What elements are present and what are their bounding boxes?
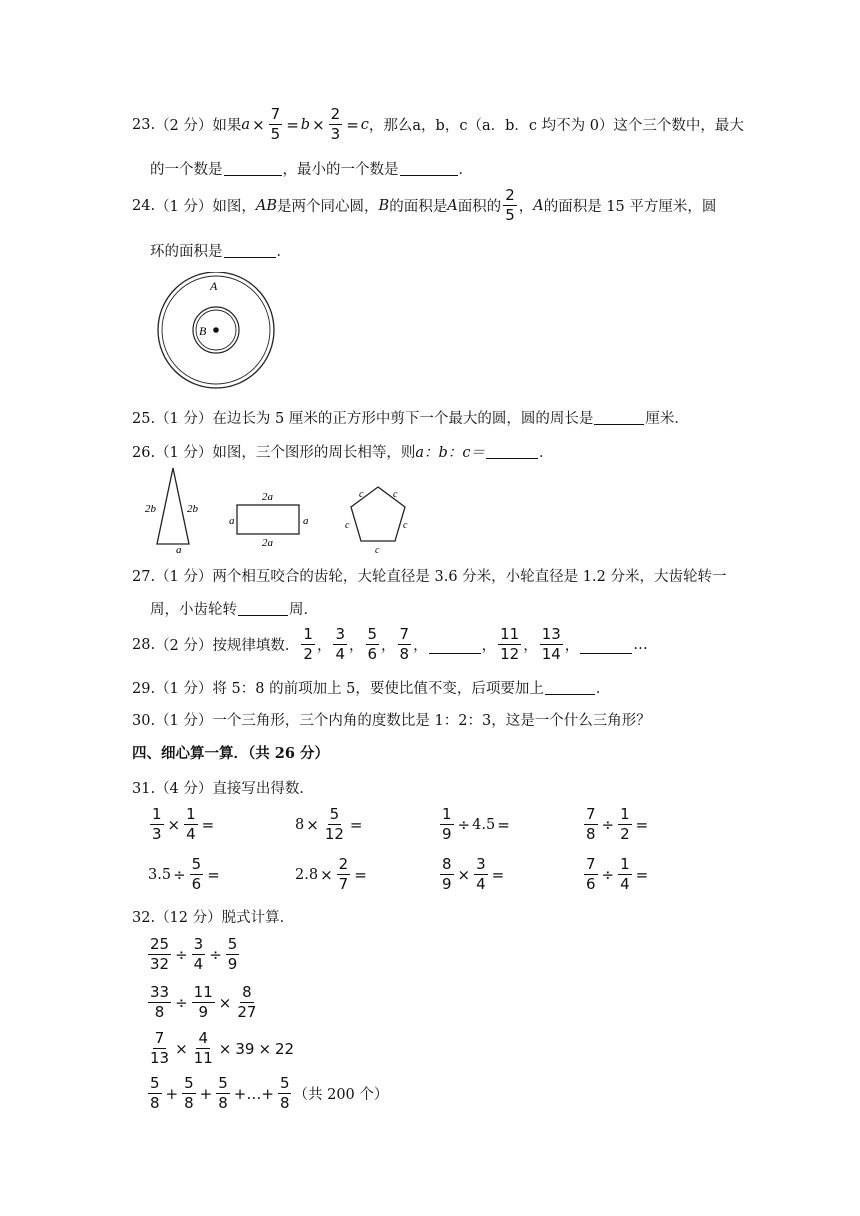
q32-score: （12 分） bbox=[155, 910, 222, 926]
q28-blank-1[interactable] bbox=[429, 652, 481, 654]
equals-sign: = bbox=[349, 815, 363, 834]
q23-score: （2 分） bbox=[155, 118, 213, 134]
equals-sign: = bbox=[497, 815, 510, 834]
whole-number: 2.8 bbox=[295, 866, 319, 883]
q28-score: （2 分） bbox=[155, 638, 213, 654]
fraction: $\frac{5}{12}$ bbox=[324, 805, 344, 843]
fraction: $\frac{1}{9}$ bbox=[442, 805, 452, 843]
times-sign: × bbox=[320, 865, 333, 884]
q31-item-4 bbox=[582, 806, 650, 843]
q32-number: 32. bbox=[132, 910, 156, 926]
q31-number: 31. bbox=[132, 781, 156, 797]
q24-score: （1 分） bbox=[155, 199, 213, 215]
q28-line bbox=[132, 626, 648, 663]
equals-sign: = bbox=[201, 815, 215, 834]
pent-label-top-left: c bbox=[359, 489, 364, 500]
q30-text: 一个三角形，三个内角的度数比是 1：2：3，这是一个什么三角形？ bbox=[212, 713, 651, 729]
fraction: $\frac{5}{8}$ bbox=[184, 1074, 194, 1112]
whole-number: 4.5 bbox=[472, 816, 496, 833]
q24-text-3: 的面积是 bbox=[389, 199, 448, 215]
q28-comma: ， bbox=[381, 638, 396, 654]
q27-line2-text-b: 周． bbox=[289, 602, 318, 618]
fraction: $\frac{33}{8}$ bbox=[150, 983, 170, 1021]
q27-number: 27. bbox=[132, 569, 156, 585]
q32-expression-1 bbox=[146, 936, 241, 973]
times-sign: × bbox=[258, 1039, 272, 1058]
fraction: $\frac{5}{8}$ bbox=[218, 1074, 228, 1112]
pent-label-left: c bbox=[345, 520, 350, 531]
q29-text: 将 5：8 的前项加上 5，要使比值不变，后项要加上 bbox=[212, 681, 544, 697]
section-4-heading: 四、细心算一算．（共 26 分） bbox=[132, 745, 330, 762]
q27-text: 两个相互咬合的齿轮，大轮直径是 3.6 分米，小轮直径是 1.2 分米，大齿轮转一 bbox=[212, 569, 727, 585]
q31-item-7 bbox=[438, 856, 506, 893]
q29-end: ． bbox=[595, 681, 611, 697]
q24-var-a-2: A bbox=[533, 197, 544, 214]
q23-var-a: a bbox=[241, 116, 251, 133]
ellipsis-plus: +…+ bbox=[233, 1084, 274, 1103]
q23-end: ． bbox=[458, 162, 473, 178]
q23-var-b: b bbox=[300, 116, 311, 133]
q23-blank-max[interactable] bbox=[224, 174, 282, 176]
fraction: $\frac{1}{3}$ bbox=[152, 805, 162, 843]
q30-line bbox=[132, 709, 651, 730]
circle-center-dot bbox=[213, 327, 219, 333]
q23-line2-text-a: 的一个数是 bbox=[150, 162, 223, 178]
times-sign: × bbox=[306, 815, 319, 834]
q23-var-c: c bbox=[360, 116, 369, 133]
q24-text-4: 面积的 bbox=[457, 199, 502, 215]
rect-label-top: 2a bbox=[262, 491, 273, 503]
divide-sign: ÷ bbox=[173, 865, 186, 884]
rect-label-left: a bbox=[229, 515, 235, 527]
times-sign: × bbox=[457, 865, 471, 884]
rect-label-bottom: 2a bbox=[262, 537, 273, 549]
q24-text-5: ， bbox=[518, 199, 534, 215]
q28-comma: ， bbox=[316, 638, 332, 654]
label-a: A bbox=[210, 279, 218, 293]
q31-item-5 bbox=[148, 856, 222, 893]
q23-number: 23. bbox=[132, 116, 156, 133]
fraction: $\frac{1}{2}$ bbox=[620, 805, 630, 843]
q23-fraction-1: $\frac{7}{5}$ bbox=[270, 105, 281, 143]
pent-label-right: c bbox=[403, 520, 408, 531]
q23-line1 bbox=[132, 106, 744, 143]
plus-sign: + bbox=[165, 1084, 179, 1103]
q27-blank[interactable] bbox=[238, 614, 288, 616]
q28-fraction-3: $\frac{5}{6}$ bbox=[367, 625, 378, 663]
q26-end: ． bbox=[538, 445, 554, 461]
divide-sign: ÷ bbox=[601, 815, 615, 834]
q31-score: （4 分） bbox=[155, 781, 213, 797]
q26-text: 如图，三个图形的周长相等，则 bbox=[212, 445, 416, 461]
q32-expression-2 bbox=[146, 984, 260, 1021]
q30-score: （1 分） bbox=[155, 713, 213, 729]
q29-number: 29. bbox=[132, 681, 156, 697]
fraction: $\frac{8}{9}$ bbox=[442, 855, 452, 893]
fraction: $\frac{7}{6}$ bbox=[586, 855, 596, 893]
q28-fraction-4: $\frac{7}{8}$ bbox=[399, 625, 410, 663]
q26-number: 26. bbox=[132, 445, 156, 461]
q31-text: 直接写出得数． bbox=[212, 781, 314, 797]
q24-var-a: A bbox=[447, 197, 458, 214]
q25-line bbox=[132, 407, 689, 428]
equals-sign: = bbox=[207, 865, 220, 884]
q26-line bbox=[132, 441, 553, 462]
divide-sign: ÷ bbox=[175, 945, 188, 964]
divide-sign: ÷ bbox=[457, 815, 471, 834]
q28-comma: ， bbox=[413, 638, 428, 654]
q30-number: 30. bbox=[132, 713, 156, 729]
fraction: $\frac{3}{4}$ bbox=[476, 855, 486, 893]
q23-line2 bbox=[150, 158, 473, 179]
fraction: $\frac{4}{11}$ bbox=[193, 1029, 213, 1067]
q24-text-2: 是两个同心圆， bbox=[277, 199, 379, 215]
q23-blank-min[interactable] bbox=[400, 174, 458, 176]
q28-ellipsis: … bbox=[633, 636, 648, 653]
q31-item-3 bbox=[438, 806, 512, 843]
q24-text-1: 如图， bbox=[212, 199, 256, 215]
tri-label-right: 2b bbox=[187, 503, 198, 515]
whole-number: 3.5 bbox=[148, 866, 172, 883]
q28-comma: ， bbox=[349, 638, 364, 654]
q28-blank-2[interactable] bbox=[580, 652, 632, 654]
q23-line2-text-b: ，最小的一个数是 bbox=[282, 162, 399, 178]
q25-score: （1 分） bbox=[155, 411, 213, 427]
q24-end: ． bbox=[276, 244, 291, 260]
q31-item-1 bbox=[148, 806, 216, 843]
q31-item-2 bbox=[295, 806, 364, 843]
isosceles-triangle bbox=[157, 468, 189, 544]
q27-line2 bbox=[150, 598, 318, 619]
fraction: $\frac{5}{8}$ bbox=[279, 1074, 290, 1112]
q32-count-note: （共 200 个） bbox=[293, 1087, 389, 1103]
equals-sign: = bbox=[491, 865, 505, 884]
q23-prefix: 如果 bbox=[212, 118, 242, 134]
q26-blank[interactable] bbox=[486, 457, 538, 459]
whole-number: 22 bbox=[275, 1039, 295, 1058]
q26-score: （1 分） bbox=[155, 445, 213, 461]
q32-expression-3 bbox=[146, 1030, 296, 1067]
whole-number: 39 bbox=[235, 1039, 255, 1058]
q31-item-6 bbox=[295, 856, 369, 893]
q24-fraction: $\frac{2}{5}$ bbox=[505, 186, 515, 224]
fraction: $\frac{7}{13}$ bbox=[150, 1029, 170, 1067]
fraction: $\frac{5}{9}$ bbox=[227, 935, 238, 973]
q24-number: 24. bbox=[132, 197, 156, 214]
q32-line bbox=[132, 906, 294, 927]
q24-var-ab: AB bbox=[255, 197, 278, 214]
q24-concentric-circles-figure bbox=[150, 272, 285, 400]
fraction: $\frac{1}{4}$ bbox=[186, 805, 196, 843]
q25-text: 在边长为 5 厘米的正方形中剪下一个最大的圆，圆的周长是 bbox=[212, 411, 594, 427]
equals-sign: = bbox=[635, 815, 649, 834]
q28-number: 28. bbox=[132, 636, 156, 653]
fraction: $\frac{1}{4}$ bbox=[620, 855, 630, 893]
q24-var-b: B bbox=[378, 197, 390, 214]
rectangle bbox=[237, 505, 299, 534]
q28-comma: ， bbox=[564, 638, 580, 654]
q26-ratio: a：b：c＝ bbox=[415, 445, 485, 461]
q28-fraction-6: $\frac{13}{14}$ bbox=[541, 625, 561, 663]
pent-label-top-right: c bbox=[393, 489, 398, 500]
q28-fraction-5: $\frac{11}{12}$ bbox=[500, 625, 520, 663]
rect-label-right: a bbox=[303, 515, 309, 527]
pent-label-bottom: c bbox=[375, 545, 380, 556]
q27-score: （1 分） bbox=[155, 569, 213, 585]
divide-sign: ÷ bbox=[601, 865, 615, 884]
q28-comma: ， bbox=[481, 638, 497, 654]
q26-shapes-figure bbox=[145, 464, 425, 556]
q23-equals-1: = bbox=[286, 115, 299, 134]
q23-times-2: × bbox=[312, 115, 325, 134]
q23-equals-2: = bbox=[346, 115, 359, 134]
q23-times-1: × bbox=[252, 115, 265, 134]
fraction: $\frac{5}{8}$ bbox=[150, 1074, 160, 1112]
q28-comma: ， bbox=[523, 638, 538, 654]
q24-line2-text: 环的面积是 bbox=[150, 244, 223, 260]
times-sign: × bbox=[218, 993, 232, 1012]
fraction: $\frac{3}{4}$ bbox=[193, 935, 204, 973]
q23-list: a，b，c（a．b．c 均不为 0）这个三个数中，最大 bbox=[412, 118, 744, 134]
q32-text: 脱式计算． bbox=[221, 910, 295, 926]
q32-expression-4 bbox=[146, 1075, 388, 1112]
q25-number: 25. bbox=[132, 411, 156, 427]
fraction: $\frac{7}{8}$ bbox=[586, 805, 596, 843]
q23-fraction-2: $\frac{2}{3}$ bbox=[330, 105, 341, 143]
fraction: $\frac{11}{9}$ bbox=[193, 983, 213, 1021]
tri-label-base: a bbox=[176, 544, 182, 556]
q25-blank[interactable] bbox=[594, 423, 644, 425]
tri-label-left: 2b bbox=[145, 503, 156, 515]
equals-sign: = bbox=[635, 865, 649, 884]
q24-blank[interactable] bbox=[224, 256, 276, 258]
q31-line bbox=[132, 777, 314, 798]
q29-line bbox=[132, 677, 610, 698]
q31-item-8 bbox=[582, 856, 650, 893]
fraction: $\frac{25}{32}$ bbox=[150, 935, 170, 973]
q24-line2 bbox=[150, 240, 291, 261]
times-sign: × bbox=[167, 815, 181, 834]
q28-fraction-1: $\frac{1}{2}$ bbox=[303, 625, 313, 663]
q28-fraction-2: $\frac{3}{4}$ bbox=[335, 625, 345, 663]
q24-text-6: 的面积是 15 平方厘米，圆 bbox=[543, 199, 717, 215]
label-b: B bbox=[199, 324, 207, 338]
q28-text: 按规律填数． bbox=[212, 638, 300, 654]
q29-score: （1 分） bbox=[155, 681, 213, 697]
equals-sign: = bbox=[354, 865, 367, 884]
divide-sign: ÷ bbox=[175, 993, 188, 1012]
divide-sign: ÷ bbox=[209, 945, 222, 964]
q23-text: ，那么 bbox=[368, 118, 413, 134]
fraction: $\frac{5}{6}$ bbox=[191, 855, 202, 893]
plus-sign: + bbox=[199, 1084, 213, 1103]
q27-line1 bbox=[132, 565, 726, 586]
q25-unit: 厘米． bbox=[645, 411, 689, 427]
q27-line2-text-a: 周，小齿轮转 bbox=[150, 602, 237, 618]
q24-line1 bbox=[132, 187, 716, 224]
whole-number: 8 bbox=[295, 816, 305, 833]
fraction: $\frac{2}{7}$ bbox=[338, 855, 349, 893]
fraction: $\frac{8}{27}$ bbox=[237, 983, 257, 1021]
times-sign: × bbox=[218, 1039, 232, 1058]
times-sign: × bbox=[175, 1039, 188, 1058]
q29-blank[interactable] bbox=[545, 693, 595, 695]
